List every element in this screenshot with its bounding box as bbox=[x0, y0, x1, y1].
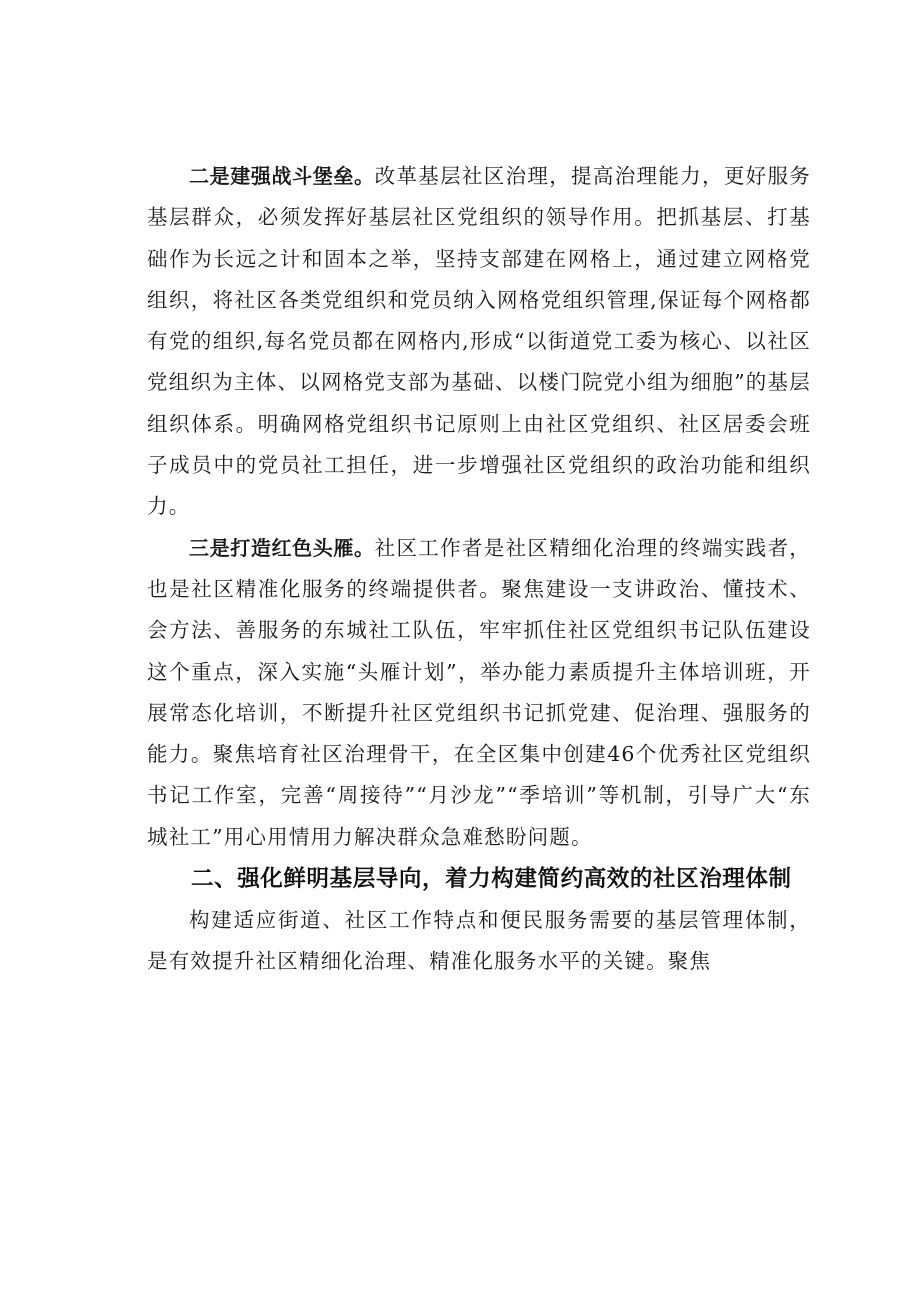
paragraph-text-strong-fortress: 改革基层社区治理，提高治理能力，更好服务基层群众，必须发挥好基层社区党组织的领导作用。把抓基层、打基础作为长远之计和固本之举，坚持支部建在网格上，通过建立网格党组织，将社区各类党组织和党员纳入网格党组织管理,保证每个网格都有党的组织,每名党员都在网格内,形成“以街道党工委为核心、以社区党组织为主体、以网格党支部为基础、以楼门院党小组为细胞”的基层组织体系。明确网格党组织书记原则上由社区党组织、社区居委会班子成员中的党员社工担任，进一步增强社区党组织的政治功能和组织力。 bbox=[147, 164, 811, 519]
paragraph-strong-fortress bbox=[147, 156, 811, 528]
paragraph-lead-strong-fortress: 二是建强战斗堡垒。 bbox=[189, 164, 375, 188]
section-heading: 二、强化鲜明基层导向，着力构建简约高效的社区治理体制 bbox=[191, 866, 792, 893]
paragraph-text-red-goose: 社区工作者是社区精细化治理的终端实践者，也是社区精准化服务的终端提供者。聚焦建设一支讲政治、懂技术、会方法、善服务的东城社工队伍，牢牢抓住社区党组织书记队伍建设这个重点，深入实施“头雁计划”，举办能力素质提升主体培训班，开展常态化培训，不断提升社区党组织书记抓党建、促治理、强服务的能力。聚焦培育社区治理骨干，在全区集中创建46个优秀社区党组织书记工作室，完善“周接待”“月沙龙”“季培训”等机制，引导广大“东城社工”用心用情用力解决群众急难愁盼问题。 bbox=[147, 535, 811, 849]
paragraph-closing: 构建适应街道、社区工作特点和便民服务需要的基层管理体制，是有效提升社区精细化治理、精准化服务水平的关键。聚焦 bbox=[147, 908, 811, 974]
paragraph-red-goose bbox=[147, 528, 811, 858]
document-body bbox=[147, 156, 811, 983]
paragraph-lead-red-goose: 三是打造红色头雁。 bbox=[189, 535, 375, 560]
